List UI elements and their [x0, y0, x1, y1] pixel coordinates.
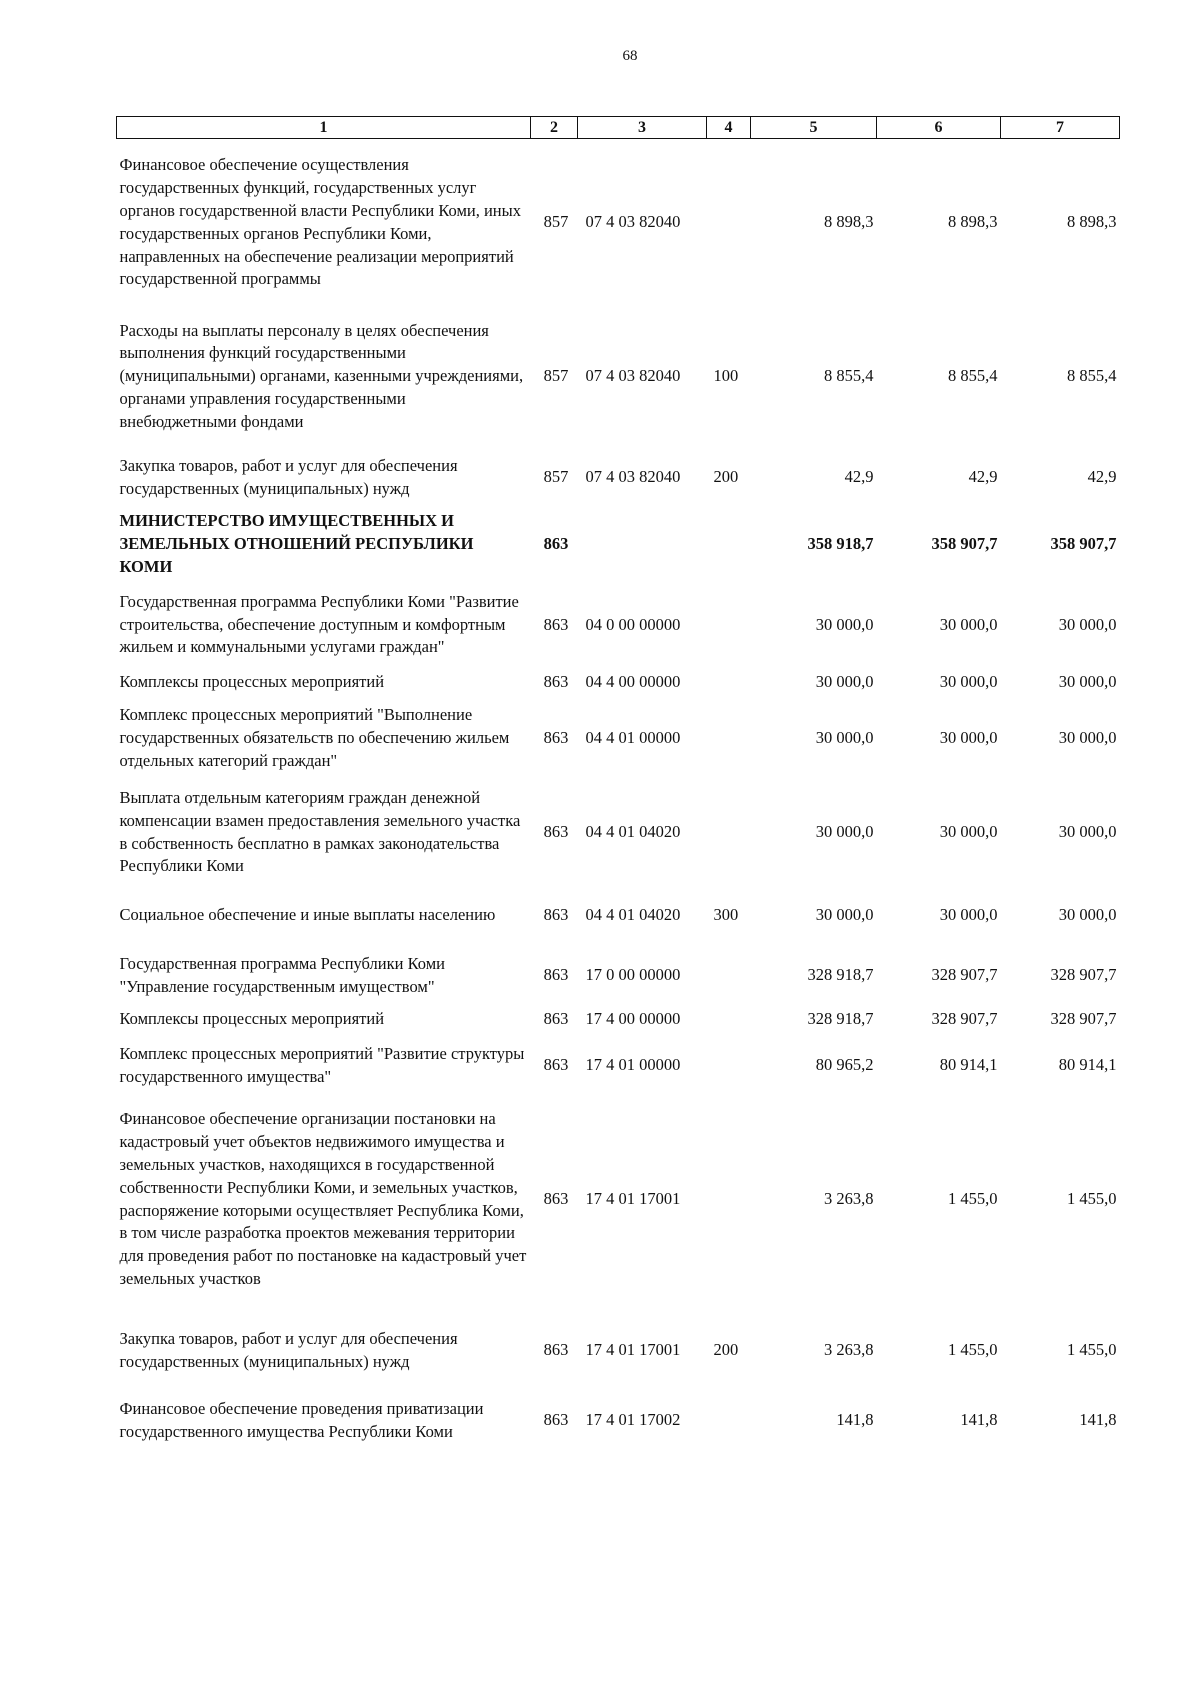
- table-header: [117, 117, 1120, 139]
- row-target-code: 07 4 03 82040: [585, 366, 681, 386]
- table-row: [117, 948, 1120, 1004]
- row-name: Государственная программа Республики Коми "Управление государственным имуществом": [119, 953, 445, 996]
- row-name: МИНИСТЕРСТВО ИМУЩЕСТВЕННЫХ И ЗЕМЕЛЬНЫХ ОТНОШЕНИЙ РЕСПУБЛИКИ КОМИ: [119, 511, 474, 576]
- row-expense-type: [707, 1036, 751, 1096]
- row-target-code: [578, 509, 707, 581]
- row-amount-col5: 30 000,0: [815, 905, 874, 925]
- row-name: Социальное обеспечение и иные выплаты населению: [119, 905, 496, 925]
- column-header-1: 1: [117, 117, 531, 139]
- row-target-code: 17 0 00 00000: [585, 965, 681, 985]
- row-name: Финансовое обеспечение проведения приватизации государственного имущества Республики Коми: [119, 1398, 484, 1441]
- row-name: Комплексы процессных мероприятий: [119, 672, 385, 692]
- row-amount-col7: 8 898,3: [1067, 212, 1117, 232]
- table-row: [117, 1036, 1120, 1096]
- table-row: [117, 1304, 1120, 1398]
- table-row: [117, 447, 1120, 509]
- row-admin-code: 863: [543, 728, 569, 748]
- row-amount-col7: 358 907,7: [1050, 534, 1117, 554]
- row-target-code: 04 4 01 00000: [585, 728, 681, 748]
- row-amount-col6: 8 855,4: [948, 366, 998, 386]
- row-amount-col7: 30 000,0: [1058, 614, 1117, 634]
- row-amount-col6: 30 000,0: [939, 822, 998, 842]
- table-row: [117, 307, 1120, 447]
- row-expense-type: [707, 1398, 751, 1444]
- row-amount-col6: 328 907,7: [931, 965, 998, 985]
- row-amount-col5: 42,9: [844, 467, 874, 487]
- row-name: Закупка товаров, работ и услуг для обеспечения государственных (муниципальных) нужд: [119, 455, 458, 498]
- row-amount-col7: 42,9: [1087, 467, 1117, 487]
- budget-table: [116, 116, 1120, 1444]
- table-row: [117, 670, 1120, 696]
- row-amount-col5: 3 263,8: [824, 1189, 874, 1209]
- row-amount-col7: 328 907,7: [1050, 1009, 1117, 1029]
- row-target-code: 04 0 00 00000: [585, 614, 681, 634]
- header-row: [117, 117, 1120, 139]
- row-target-code: 17 4 01 17001: [585, 1189, 681, 1209]
- row-amount-col6: 328 907,7: [931, 1009, 998, 1029]
- row-name: Выплата отдельным категориям граждан денежной компенсации взамен предоставления земельного участка в собственность бесплатно в рамках законодательства Республики Коми: [119, 787, 521, 876]
- row-amount-col7: 80 914,1: [1058, 1055, 1117, 1075]
- page-number: 68: [622, 48, 638, 64]
- row-target-code: 07 4 03 82040: [585, 467, 681, 487]
- row-amount-col5: 358 918,7: [807, 534, 874, 554]
- row-amount-col5: 8 898,3: [824, 212, 874, 232]
- row-admin-code: 863: [543, 672, 569, 692]
- row-amount-col5: 328 918,7: [807, 965, 874, 985]
- row-expense-type: 200: [713, 467, 739, 487]
- row-expense-type: [707, 1004, 751, 1036]
- row-amount-col6: 8 898,3: [948, 212, 998, 232]
- row-amount-col5: 30 000,0: [815, 822, 874, 842]
- row-amount-col7: 1 455,0: [1067, 1340, 1117, 1360]
- row-target-code: 04 4 01 04020: [585, 905, 681, 925]
- row-amount-col5: 30 000,0: [815, 614, 874, 634]
- row-expense-type: [707, 509, 751, 581]
- row-amount-col6: 1 455,0: [948, 1340, 998, 1360]
- column-header-3: 3: [578, 117, 707, 139]
- row-admin-code: 863: [543, 614, 569, 634]
- row-name: Комплекс процессных мероприятий "Выполнение государственных обязательств по обеспечению жильем отдельных категорий граждан": [119, 705, 510, 770]
- row-admin-code: 857: [543, 212, 569, 232]
- row-expense-type: [707, 139, 751, 307]
- row-name: Комплексы процессных мероприятий: [119, 1009, 385, 1029]
- row-name: Финансовое обеспечение осуществления государственных функций, государственных услуг органов государственной власти Республики Коми, иных государственных органов Республики Коми, направленных на обеспечение реализации мероприятий государственной программы: [119, 155, 521, 289]
- row-admin-code: 863: [543, 822, 569, 842]
- row-expense-type: [707, 581, 751, 670]
- row-target-code: 04 4 01 04020: [585, 822, 681, 842]
- row-admin-code: 863: [543, 965, 569, 985]
- row-amount-col6: 1 455,0: [948, 1189, 998, 1209]
- column-header-5: 5: [751, 117, 877, 139]
- row-amount-col7: 328 907,7: [1050, 965, 1117, 985]
- row-target-code: 04 4 00 00000: [585, 672, 681, 692]
- row-amount-col6: 30 000,0: [939, 728, 998, 748]
- row-name: Государственная программа Республики Коми "Развитие строительства, обеспечение доступным и комфортным жильем и коммунальными услугами граждан": [119, 591, 519, 657]
- table-row: [117, 782, 1120, 884]
- row-admin-code: 863: [543, 534, 569, 554]
- row-name: Закупка товаров, работ и услуг для обеспечения государственных (муниципальных) нужд: [119, 1328, 458, 1371]
- column-header-7: 7: [1001, 117, 1120, 139]
- row-admin-code: 863: [543, 1189, 569, 1209]
- row-amount-col6: 30 000,0: [939, 672, 998, 692]
- table-row: [117, 509, 1120, 581]
- row-amount-col5: 8 855,4: [824, 366, 874, 386]
- row-amount-col6: 30 000,0: [939, 905, 998, 925]
- row-amount-col7: 1 455,0: [1067, 1189, 1117, 1209]
- row-amount-col6: 42,9: [968, 467, 998, 487]
- row-expense-type: [707, 670, 751, 696]
- row-amount-col5: 80 965,2: [815, 1055, 874, 1075]
- row-amount-col5: 3 263,8: [824, 1340, 874, 1360]
- row-admin-code: 863: [543, 1340, 569, 1360]
- row-amount-col6: 30 000,0: [939, 614, 998, 634]
- column-header-2: 2: [531, 117, 578, 139]
- row-amount-col7: 30 000,0: [1058, 905, 1117, 925]
- row-amount-col6: 80 914,1: [939, 1055, 998, 1075]
- row-amount-col7: 141,8: [1079, 1410, 1117, 1430]
- row-expense-type: [707, 948, 751, 1004]
- table-row: [117, 139, 1120, 307]
- row-target-code: 17 4 01 17001: [585, 1340, 681, 1360]
- row-amount-col6: 358 907,7: [931, 534, 998, 554]
- table-row: [117, 1004, 1120, 1036]
- row-amount-col7: 30 000,0: [1058, 728, 1117, 748]
- row-amount-col5: 141,8: [836, 1410, 874, 1430]
- row-admin-code: 857: [543, 366, 569, 386]
- row-expense-type: 300: [713, 905, 739, 925]
- table-row: [117, 1398, 1120, 1444]
- row-expense-type: 100: [713, 366, 739, 386]
- row-admin-code: 863: [543, 905, 569, 925]
- row-name: Расходы на выплаты персоналу в целях обеспечения выполнения функций государственными (муниципальными) органами, казенными учреждениями, органами управления государственными внебюджетными фондами: [119, 320, 524, 431]
- row-target-code: 07 4 03 82040: [585, 212, 681, 232]
- row-amount-col7: 30 000,0: [1058, 672, 1117, 692]
- table-row: [117, 1096, 1120, 1304]
- row-admin-code: 863: [543, 1055, 569, 1075]
- row-target-code: 17 4 00 00000: [585, 1009, 681, 1029]
- column-header-4: 4: [707, 117, 751, 139]
- row-amount-col5: 328 918,7: [807, 1009, 874, 1029]
- row-expense-type: [707, 1096, 751, 1304]
- row-target-code: 17 4 01 00000: [585, 1055, 681, 1075]
- row-expense-type: [707, 696, 751, 782]
- row-admin-code: 863: [543, 1009, 569, 1029]
- table-row: [117, 884, 1120, 948]
- row-amount-col5: 30 000,0: [815, 728, 874, 748]
- row-amount-col7: 8 855,4: [1067, 366, 1117, 386]
- column-header-6: 6: [877, 117, 1001, 139]
- row-expense-type: 200: [713, 1340, 739, 1360]
- row-name: Финансовое обеспечение организации постановки на кадастровый учет объектов недвижимого имущества и земельных участков, находящихся в государственной собственности Республики Коми, и земельных участков, распоряжение которыми осуществляет Республика Коми, в том числе разработка проектов межевания территории для проведения работ по постановке на кадастровый учет земельных участков: [119, 1109, 527, 1288]
- row-amount-col7: 30 000,0: [1058, 822, 1117, 842]
- row-target-code: 17 4 01 17002: [585, 1410, 681, 1430]
- row-expense-type: [707, 782, 751, 884]
- table-row: [117, 581, 1120, 670]
- row-amount-col6: 141,8: [960, 1410, 998, 1430]
- row-amount-col5: 30 000,0: [815, 672, 874, 692]
- table-body: [117, 139, 1120, 1444]
- row-admin-code: 857: [543, 467, 569, 487]
- budget-table-container: [116, 116, 1119, 1444]
- row-name: Комплекс процессных мероприятий "Развитие структуры государственного имущества": [119, 1043, 525, 1086]
- table-row: [117, 696, 1120, 782]
- row-admin-code: 863: [543, 1410, 569, 1430]
